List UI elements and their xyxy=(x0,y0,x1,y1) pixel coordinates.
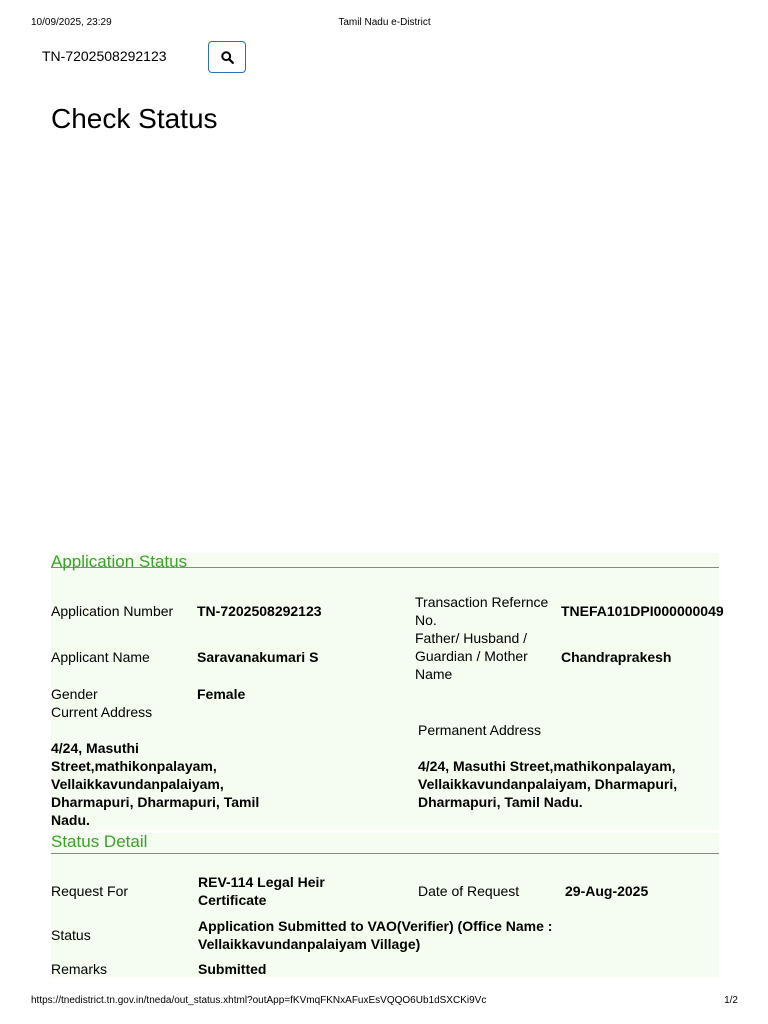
transaction-ref-value: TNEFA101DPI000000049 xyxy=(561,603,724,619)
status-detail-heading: Status Detail xyxy=(51,833,719,854)
application-number-label: Application Number xyxy=(51,603,174,619)
application-status-heading: Application Status xyxy=(51,553,719,568)
print-header xyxy=(31,17,738,31)
gender-value: Female xyxy=(197,686,246,702)
date-of-request-value: 29-Aug-2025 xyxy=(565,883,649,899)
guardian-name-value: Chandraprakesh xyxy=(561,649,672,665)
status-detail-section xyxy=(51,833,719,977)
status-value: Application Submitted to VAO(Verifier) (Office Name : Vellaikkavundanpalaiyam Village) xyxy=(198,918,553,952)
remarks-value: Submitted xyxy=(198,961,267,977)
application-status-section xyxy=(51,552,724,830)
request-for-value: REV-114 Legal Heir Certificate xyxy=(198,874,325,908)
print-page-number: 1/2 xyxy=(724,995,738,1006)
guardian-name-label: Father/ Husband / Guardian / Mother Name xyxy=(415,630,528,682)
remarks-label: Remarks xyxy=(51,961,108,977)
request-for-label: Request For xyxy=(51,883,129,899)
gender-label: Gender xyxy=(51,686,98,702)
permanent-address-value: 4/24, Masuthi Street,mathikonpalayam, Vellaikkavundanpalaiyam, Dharmapuri, Dharmapuri, Tamil Nadu. xyxy=(418,758,678,810)
print-page-title: Tamil Nadu e-District xyxy=(338,17,431,28)
search-button[interactable] xyxy=(208,41,246,73)
permanent-address-label: Permanent Address xyxy=(418,722,541,738)
applicant-name-label: Applicant Name xyxy=(51,649,150,665)
applicant-name-value: Saravanakumari S xyxy=(197,649,319,665)
application-number-value: TN-7202508292123 xyxy=(197,603,322,619)
print-url: https://tnedistrict.tn.gov.in/tneda/out_status.xhtml?outApp=fKVmqFKNxAFuxEsVQQO6Ub1dSXCKi9Vc xyxy=(31,995,487,1006)
current-address-value: 4/24, Masuthi Street,mathikonpalayam, Vellaikkavundanpalaiyam, Dharmapuri, Dharmapuri, Tamil Nadu. xyxy=(51,740,260,828)
transaction-ref-label: Transaction Refernce No. xyxy=(415,594,549,628)
page-title: Check Status xyxy=(51,103,218,134)
current-address-label: Current Address xyxy=(51,704,153,720)
search-icon xyxy=(221,51,234,64)
print-footer xyxy=(31,995,738,1009)
application-search-input[interactable] xyxy=(32,40,202,72)
print-datetime: 10/09/2025, 23:29 xyxy=(31,17,112,28)
status-label: Status xyxy=(51,927,91,943)
date-of-request-label: Date of Request xyxy=(418,883,520,899)
